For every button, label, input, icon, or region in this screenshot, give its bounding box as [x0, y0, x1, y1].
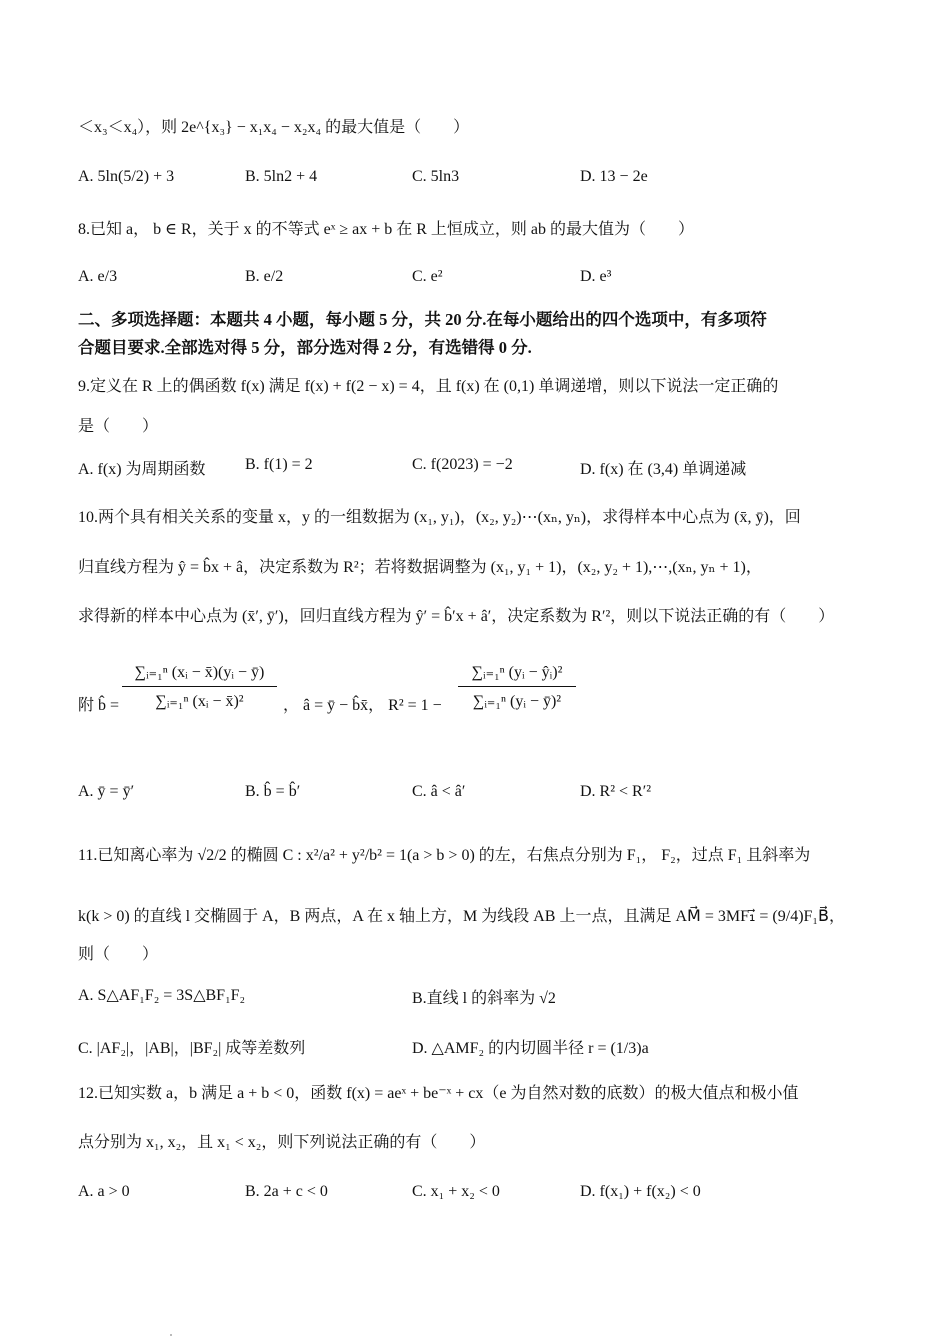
q11-option-d: D. △AMF₂ 的内切圆半径 r = (1/3)a: [412, 1040, 649, 1057]
q10-b-fraction: [122, 662, 277, 711]
q11-option-b: B.直线 l 的斜率为 √2: [412, 990, 556, 1007]
q10-option-d: D. R² < R′²: [580, 783, 652, 800]
q8-option-b: B. e/2: [245, 268, 284, 285]
footer-dot: [170, 1334, 172, 1336]
q10-stem-3: 求得新的样本中心点为 (x̄′, ȳ′)，回归直线方程为 ŷ′ = b̂′x + â′，决定系数为 R′²，则以下说法正确的有（ ）: [78, 608, 835, 625]
q12-option-b: B. 2a + c < 0: [245, 1183, 328, 1200]
q10-r-fraction: [458, 662, 576, 711]
q8-stem: 8.已知 a， b ∈ R，关于 x 的不等式 eˣ ≥ ax + b 在 R 上恒成立，则 ab 的最大值为（ ）: [78, 221, 695, 238]
q10-b-denominator: ∑ᵢ₌₁ⁿ (xᵢ − x̄)²: [155, 693, 244, 710]
q10-option-b: B. b̂ = b̂′: [245, 783, 301, 800]
q8-option-c: C. e²: [412, 268, 443, 285]
q10-r-numerator: ∑ᵢ₌₁ⁿ (yᵢ − ŷᵢ)²: [458, 662, 576, 687]
q12-stem-2: 点分别为 x₁, x₂，且 x₁ < x₂，则下列说法正确的有（ ）: [78, 1134, 486, 1151]
q11-option-c: C. |AF₂|，|AB|，|BF₂| 成等差数列: [78, 1040, 306, 1057]
q12-option-d: D. f(x₁) + f(x₂) < 0: [580, 1183, 701, 1200]
q10-option-c: C. â < â′: [412, 783, 466, 800]
q9-stem-2: 是（ ）: [78, 418, 159, 435]
q11-option-a: A. S△AF₁F₂ = 3S△BF₁F₂: [78, 987, 246, 1004]
q7-tail: ＜x₃＜x₄），则 2e^{x₃} − x₁x₄ − x₂x₄ 的最大值是（ ）: [78, 119, 470, 136]
section2-heading-2: 合题目要求.全部选对得 5 分，部分选对得 2 分，有选错得 0 分.: [78, 338, 532, 357]
q8-option-a: A. e/3: [78, 268, 118, 285]
q7-option-a: A. 5ln(5/2) + 3: [78, 168, 175, 185]
q9-option-c: C. f(2023) = −2: [412, 456, 513, 473]
q11-stem-1: 11.已知离心率为 √2/2 的椭圆 C : x²/a² + y²/b² = 1(a > b > 0) 的左，右焦点分别为 F₁， F₂，过点 F₁ 且斜率为: [78, 847, 811, 864]
q10-note-prefix: 附 b̂ =: [78, 697, 120, 714]
q11-stem-3: 则（ ）: [78, 946, 159, 963]
q7-option-c: C. 5ln3: [412, 168, 460, 185]
q9-option-a: A. f(x) 为周期函数: [78, 461, 206, 478]
q10-stem-2: 归直线方程为 ŷ = b̂x + â，决定系数为 R²；若将数据调整为 (x₁, y₁ + 1)，(x₂, y₂ + 1),⋯,(xₙ, yₙ + 1)，: [78, 559, 762, 576]
q9-stem-1: 9.定义在 R 上的偶函数 f(x) 满足 f(x) + f(2 − x) = 4，且 f(x) 在 (0,1) 单调递增，则以下说法一定正确的: [78, 378, 779, 395]
q10-option-a: A. ȳ = ȳ′: [78, 783, 135, 800]
q7-option-b: B. 5ln2 + 4: [245, 168, 318, 185]
q12-stem-1: 12.已知实数 a，b 满足 a + b < 0，函数 f(x) = aeˣ + be⁻ˣ + cx（e 为自然对数的底数）的极大值点和极小值: [78, 1085, 799, 1102]
q7-option-d: D. 13 − 2e: [580, 168, 648, 185]
q11-stem-2: k(k > 0) 的直线 l 交椭圆于 A，B 两点，A 在 x 轴上方，M 为线段 AB 上一点，且满足 AM⃗ = 3MF₁⃗ = (9/4)F₁B⃗，: [78, 908, 845, 925]
q10-b-numerator: ∑ᵢ₌₁ⁿ (xᵢ − x̄)(yᵢ − ȳ): [122, 662, 277, 687]
q12-option-c: C. x₁ + x₂ < 0: [412, 1183, 500, 1200]
q8-option-d: D. e³: [580, 268, 612, 285]
q9-option-d: D. f(x) 在 (3,4) 单调递减: [580, 461, 747, 478]
q10-a-formula: ， â = ȳ − b̂x̄， R² = 1 −: [283, 697, 442, 714]
q12-option-a: A. a > 0: [78, 1183, 130, 1200]
section2-heading-1: 二、多项选择题：本题共 4 小题，每小题 5 分，共 20 分.在每小题给出的四个选项中，有多项符: [78, 310, 767, 329]
q10-stem-1: 10.两个具有相关关系的变量 x，y 的一组数据为 (x₁, y₁)，(x₂, y₂)⋯(xₙ, yₙ)，求得样本中心点为 (x̄, ȳ)，回: [78, 509, 801, 526]
q9-option-b: B. f(1) = 2: [245, 456, 313, 473]
q10-r-denominator: ∑ᵢ₌₁ⁿ (yᵢ − ȳ)²: [472, 693, 562, 710]
